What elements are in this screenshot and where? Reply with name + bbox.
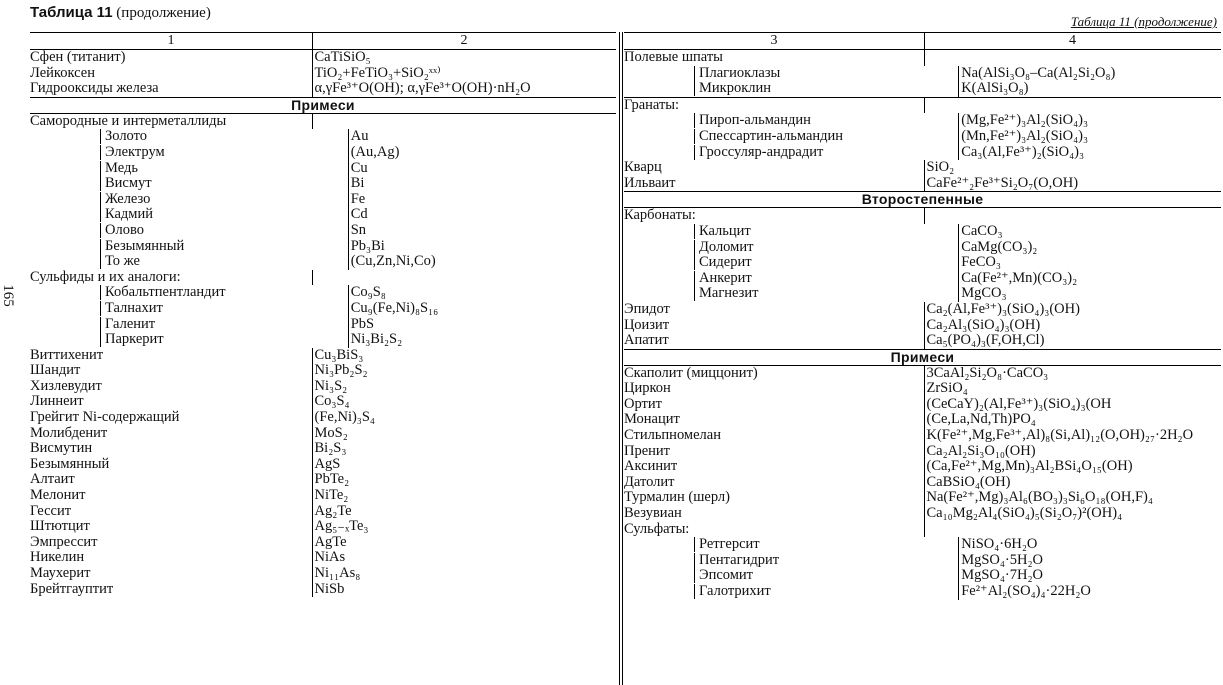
mineral-name: Брейтгауптит <box>30 581 114 597</box>
table-row <box>30 472 616 488</box>
mineral-name: Грейгит Ni-содержащий <box>30 410 180 426</box>
formula-cell: Cu₉(Fe,Ni)₈S₁₆ <box>348 301 616 317</box>
table-row <box>624 318 1221 334</box>
table-row <box>30 332 616 348</box>
mineral-name-cell <box>624 444 924 460</box>
formula-cell: Cu₃BiS₃ <box>312 348 616 364</box>
table-row <box>30 81 616 97</box>
table-row <box>624 240 1221 256</box>
mineral-name-cell <box>624 522 924 538</box>
mineral-name-cell <box>624 271 958 287</box>
formula-cell: TiO₂+FeTiO₃+SiO₂ˣˣ⁾ <box>312 66 616 82</box>
table-row <box>624 444 1221 460</box>
mineral-name: Эпсомит <box>694 568 753 583</box>
section-heading: Примеси <box>624 349 1221 366</box>
column-header-row <box>30 32 616 50</box>
mineral-name: Золото <box>100 129 147 144</box>
table-row <box>30 192 616 208</box>
table-row <box>30 66 616 82</box>
table-row <box>30 488 616 504</box>
formula-cell: Ni₃S₂ <box>312 379 616 395</box>
mineral-name-cell <box>624 333 924 349</box>
mineral-name: Эмпрессит <box>30 534 98 550</box>
mineral-name: Пентагидрит <box>694 553 779 568</box>
formula-cell: Na(Fe²⁺,Mg)₃Al₆(BO₃)₃Si₆O₁₈(OH,F)₄ <box>924 490 1222 506</box>
left-table-body <box>30 50 616 597</box>
table-row <box>624 302 1221 318</box>
mineral-name-cell <box>30 223 348 239</box>
formula-cell: CaBSiO₄(OH) <box>924 475 1222 491</box>
formula-cell: Ca₂Al₂Si₃O₁₀(OH) <box>924 444 1222 460</box>
mineral-name-cell <box>30 50 312 66</box>
mineral-name: Доломит <box>694 240 753 255</box>
table-row <box>30 270 616 286</box>
formula-cell: K(Fe²⁺,Mg,Fe³⁺,Al)₈(Si,Al)₁₂(O,OH)₂₇·2H₂O <box>924 428 1222 444</box>
formula-cell: NiTe₂ <box>312 488 616 504</box>
mineral-name: Пироп-альмандин <box>694 113 811 128</box>
mineral-name-cell <box>30 66 312 82</box>
mineral-name: Гидрооксиды железа <box>30 81 159 97</box>
table-row <box>624 553 1221 569</box>
mineral-name-cell <box>30 317 348 333</box>
panel-divider <box>619 32 620 685</box>
formula-cell: AgTe <box>312 535 616 551</box>
formula-cell: (Cu,Zn,Ni,Co) <box>348 254 616 270</box>
mineral-name-cell <box>30 81 312 97</box>
formula-cell: (Mg,Fe²⁺)₃Al₂(SiO₄)₃ <box>958 113 1221 129</box>
mineral-name-cell <box>30 114 312 130</box>
right-table-body <box>624 50 1221 600</box>
mineral-name: Паркерит <box>100 332 164 347</box>
table-row <box>624 506 1221 522</box>
formula-cell: (Au,Ag) <box>348 145 616 161</box>
mineral-name-cell <box>624 160 924 176</box>
table-row <box>624 412 1221 428</box>
mineral-name-cell <box>624 366 924 382</box>
mineral-name-cell <box>30 457 312 473</box>
mineral-name-cell <box>30 566 312 582</box>
mineral-name: Гроссуляр-андрадит <box>694 145 823 160</box>
mineral-name-cell <box>30 504 312 520</box>
mineral-name-cell <box>30 519 312 535</box>
page-header-right: Таблица 11 (продолжение) <box>1070 14 1217 29</box>
mineral-name-cell <box>624 397 924 413</box>
table-row <box>30 317 616 333</box>
formula-cell: MgSO₄·5H₂O <box>958 553 1221 569</box>
table-row <box>30 301 616 317</box>
mineral-name: Никелин <box>30 550 85 566</box>
mineral-name: Галотрихит <box>694 584 771 599</box>
table-row <box>30 176 616 192</box>
table-row <box>30 129 616 145</box>
table-row <box>624 271 1221 287</box>
table-row <box>30 550 616 566</box>
mineral-name-cell <box>624 537 958 553</box>
formula-cell: (Ce,La,Nd,Th)PO₄ <box>924 412 1222 428</box>
mineral-name: Штютцит <box>30 519 90 535</box>
mineral-name: Цоизит <box>624 317 670 333</box>
mineral-name: Кадмий <box>100 207 153 222</box>
formula-cell: NiSb <box>312 582 616 598</box>
table-title-suffix: (продолжение) <box>116 5 211 21</box>
mineral-name: Циркон <box>624 381 671 397</box>
table-row <box>30 363 616 379</box>
section-heading: Примеси <box>30 97 616 114</box>
table-row <box>30 519 616 535</box>
mineral-name: Анкерит <box>694 271 752 286</box>
mineral-name: Лейкоксен <box>30 65 95 81</box>
mineral-name: Безымянный <box>100 239 184 254</box>
table-row <box>624 475 1221 491</box>
mineral-name-cell <box>624 584 958 600</box>
formula-cell: (CeCaY)₂(Al,Fe³⁺)₃(SiO₄)₃(OH <box>924 397 1222 413</box>
formula-cell: NiAs <box>312 550 616 566</box>
left-table <box>30 32 616 597</box>
column-header-4: 4 <box>924 33 1220 49</box>
mineral-name-cell <box>30 379 312 395</box>
mineral-name-cell <box>624 224 958 240</box>
formula-cell <box>924 522 1222 538</box>
mineral-name: Ортит <box>624 396 662 412</box>
mineral-name-cell <box>30 535 312 551</box>
table-row <box>30 379 616 395</box>
table-row <box>30 582 616 598</box>
formula-cell: Pb₃Bi <box>348 239 616 255</box>
formula-cell: Ni₁₁As₈ <box>312 566 616 582</box>
mineral-name-cell <box>30 410 312 426</box>
formula-cell: Bi <box>348 176 616 192</box>
mineral-name: Турмалин (шерл) <box>624 490 730 506</box>
mineral-name-cell <box>30 176 348 192</box>
formula-cell: PbS <box>348 317 616 333</box>
mineral-name: Датолит <box>624 474 675 490</box>
mineral-name: Безымянный <box>30 456 110 472</box>
mineral-name: Электрум <box>100 145 165 160</box>
mineral-name-cell <box>30 254 348 270</box>
column-header-1: 1 <box>167 33 175 48</box>
table-row <box>624 333 1221 349</box>
mineral-name-cell <box>624 506 924 522</box>
mineral-name-cell <box>30 363 312 379</box>
table-row <box>624 66 1221 82</box>
formula-cell: NiSO₄·6H₂O <box>958 537 1221 553</box>
mineral-name: Кальцит <box>694 224 751 239</box>
table-row <box>624 113 1221 129</box>
formula-cell: Na(AlSi₃O₈–Ca(Al₂Si₂O₈) <box>958 66 1221 82</box>
mineral-name-cell <box>624 145 958 161</box>
panel-divider <box>622 32 623 685</box>
table-row <box>30 441 616 457</box>
section-heading: Второстепенные <box>624 191 1221 208</box>
formula-cell: Ca₅(PO₄)₃(F,OH,Cl) <box>924 333 1222 349</box>
table-row <box>624 397 1221 413</box>
mineral-name-cell <box>30 207 348 223</box>
mineral-name-cell <box>624 459 924 475</box>
formula-cell: Ag₂Te <box>312 504 616 520</box>
formula-cell: 3CaAl₂Si₂O₈·CaCO₃ <box>924 366 1222 382</box>
mineral-name-cell <box>30 441 312 457</box>
mineral-name: Спессартин-альмандин <box>694 129 843 144</box>
mineral-name: Полевые шпаты <box>624 50 723 65</box>
table-row <box>30 223 616 239</box>
mineral-name-cell <box>624 81 958 97</box>
formula-cell: Ca(Fe²⁺,Mn)(CO₃)₂ <box>958 271 1221 287</box>
mineral-name-cell <box>30 129 348 145</box>
mineral-name-cell <box>624 240 958 256</box>
mineral-name-cell <box>30 161 348 177</box>
mineral-name: Молибденит <box>30 425 108 441</box>
formula-cell <box>312 270 616 286</box>
mineral-name-cell <box>624 50 924 66</box>
formula-cell: Ni₃Pb₂S₂ <box>312 363 616 379</box>
table-row <box>30 566 616 582</box>
table-row <box>30 457 616 473</box>
table-row <box>624 208 1221 224</box>
table-row <box>30 161 616 177</box>
mineral-name: Маухерит <box>30 566 91 581</box>
mineral-name-cell <box>624 208 924 224</box>
formula-cell: CaCO₃ <box>958 224 1221 240</box>
mineral-name: Микроклин <box>694 81 771 96</box>
mineral-name-cell <box>624 475 924 491</box>
mineral-name: Скаполит (миццонит) <box>624 365 758 381</box>
table-row <box>624 568 1221 584</box>
column-header-2: 2 <box>312 33 615 49</box>
table-row <box>30 410 616 426</box>
table-row <box>624 81 1221 98</box>
formula-cell: CaFe²⁺₂Fe³⁺Si₂O₇(O,OH) <box>924 176 1222 192</box>
table-row <box>624 381 1221 397</box>
formula-cell: MgCO₃ <box>958 286 1221 302</box>
mineral-name: Самородные и интерметаллиды <box>30 113 227 129</box>
formula-cell <box>924 50 1222 66</box>
table-row <box>624 98 1221 114</box>
formula-cell: α,γFe³⁺O(OH); α,γFe³⁺O(OH)·nH₂O <box>312 81 616 97</box>
table-row <box>624 286 1221 302</box>
mineral-name: Пренит <box>624 443 671 459</box>
mineral-name-cell <box>30 472 312 488</box>
mineral-name-cell <box>624 412 924 428</box>
mineral-name-cell <box>30 332 348 348</box>
table-row <box>30 50 616 66</box>
mineral-name-cell <box>624 318 924 334</box>
table-row <box>624 428 1221 444</box>
mineral-name-cell <box>30 301 348 317</box>
formula-cell: K(AlSi₃O₈) <box>958 81 1221 97</box>
mineral-name-cell <box>30 348 312 364</box>
formula-cell: SiO₂ <box>924 160 1222 176</box>
mineral-name: Ретгерсит <box>694 537 760 552</box>
table-row <box>624 145 1221 161</box>
formula-cell: (Fe,Ni)₃S₄ <box>312 410 616 426</box>
mineral-name: Олово <box>100 223 144 238</box>
mineral-name-cell <box>624 66 958 82</box>
formula-cell: Sn <box>348 223 616 239</box>
formula-cell: Fe <box>348 192 616 208</box>
mineral-name: Сульфаты: <box>624 521 690 537</box>
table-row <box>624 160 1221 176</box>
table-row <box>624 224 1221 240</box>
table-row <box>624 50 1221 66</box>
mineral-name: Кварц <box>624 160 662 176</box>
table-row <box>624 537 1221 553</box>
formula-cell: PbTe₂ <box>312 472 616 488</box>
mineral-name-cell <box>30 394 312 410</box>
formula-cell: FeCO₃ <box>958 255 1221 271</box>
mineral-name: Стильпномелан <box>624 428 721 444</box>
formula-cell: Ca₂(Al,Fe³⁺)₃(SiO₄)₃(OH) <box>924 302 1222 318</box>
mineral-name: Апатит <box>624 333 669 349</box>
mineral-name: Линнеит <box>30 394 84 410</box>
mineral-name: Висмутин <box>30 441 93 457</box>
mineral-name-cell <box>624 286 958 302</box>
formula-cell: CaMg(CO₃)₂ <box>958 240 1221 256</box>
table-row <box>30 254 616 270</box>
mineral-name-cell <box>624 255 958 271</box>
mineral-name: Аксинит <box>624 459 678 475</box>
mineral-name-cell <box>30 285 348 301</box>
mineral-name-cell <box>624 176 924 192</box>
column-header-row <box>624 32 1221 50</box>
page-header-left <box>30 4 211 22</box>
table-row <box>624 584 1221 600</box>
page-number: 165 <box>0 284 16 307</box>
mineral-name-cell <box>624 553 958 569</box>
formula-cell: Fe²⁺Al₂(SO₄)₄·22H₂O <box>958 584 1221 600</box>
formula-cell <box>924 98 1222 114</box>
table-row <box>30 426 616 442</box>
mineral-name: Виттихенит <box>30 347 104 363</box>
mineral-name: Эпидот <box>624 301 670 317</box>
formula-cell: MgSO₄·7H₂O <box>958 568 1221 584</box>
mineral-name: Карбонаты: <box>624 208 696 224</box>
table-row <box>30 348 616 364</box>
mineral-name: То же <box>100 254 140 269</box>
mineral-name-cell <box>30 192 348 208</box>
table-row <box>624 129 1221 145</box>
mineral-name-cell <box>30 550 312 566</box>
mineral-name-cell <box>30 426 312 442</box>
mineral-name-cell <box>624 98 924 114</box>
mineral-name: Магнезит <box>694 286 758 301</box>
mineral-name: Гранаты: <box>624 97 680 113</box>
table-row <box>624 255 1221 271</box>
formula-cell: Co₉S₈ <box>348 285 616 301</box>
table-row <box>624 459 1221 475</box>
formula-cell: (Ca,Fe²⁺,Mg,Mn)₃Al₂BSi₄O₁₅(OH) <box>924 459 1222 475</box>
formula-cell: MoS₂ <box>312 426 616 442</box>
mineral-name-cell <box>624 490 924 506</box>
formula-cell: Ag₅₋ₓTe₃ <box>312 519 616 535</box>
mineral-name: Хизлевудит <box>30 378 102 394</box>
mineral-name-cell <box>624 381 924 397</box>
mineral-name: Плагиоклазы <box>694 66 780 81</box>
mineral-name: Монацит <box>624 412 680 428</box>
mineral-name: Галенит <box>100 317 155 332</box>
mineral-name-cell <box>30 488 312 504</box>
mineral-name: Ильваит <box>624 175 676 191</box>
table-row <box>30 145 616 161</box>
mineral-name: Мелонит <box>30 488 86 504</box>
mineral-name: Сидерит <box>694 255 752 270</box>
mineral-name-cell <box>30 239 348 255</box>
formula-cell <box>312 114 616 130</box>
table-row <box>30 239 616 255</box>
formula-cell: Ca₂Al₃(SiO₄)₃(OH) <box>924 318 1222 334</box>
formula-cell: Ca₃(Al,Fe³⁺)₂(SiO₄)₃ <box>958 145 1221 161</box>
mineral-name: Гессит <box>30 503 72 519</box>
formula-cell: (Mn,Fe²⁺)₃Al₂(SiO₄)₃ <box>958 129 1221 145</box>
mineral-name: Железо <box>100 192 150 207</box>
mineral-name: Везувиан <box>624 506 682 522</box>
formula-cell: Ca₁₀Mg₂Al₄(SiO₄)₅(Si₂O₇)²(OH)₄ <box>924 506 1222 522</box>
table-row <box>30 394 616 410</box>
table-row <box>30 114 616 130</box>
formula-cell: CaTiSiO₅ <box>312 50 616 66</box>
mineral-name-cell <box>624 113 958 129</box>
formula-cell: Ni₃Bi₂S₂ <box>348 332 616 348</box>
table-title: Таблица 11 <box>30 4 113 21</box>
mineral-name: Талнахит <box>100 301 163 316</box>
mineral-name-cell <box>624 568 958 584</box>
formula-cell: Cd <box>348 207 616 223</box>
mineral-name-cell <box>624 129 958 145</box>
table-row <box>30 504 616 520</box>
formula-cell: Cu <box>348 161 616 177</box>
mineral-name-cell <box>624 302 924 318</box>
formula-cell: AgS <box>312 457 616 473</box>
mineral-name: Алтаит <box>30 472 75 488</box>
mineral-name: Висмут <box>100 176 152 191</box>
mineral-name: Шандит <box>30 363 81 379</box>
right-table <box>624 32 1221 600</box>
table-row <box>624 366 1221 382</box>
table-row <box>30 285 616 301</box>
mineral-name-cell <box>30 582 312 598</box>
column-header-3: 3 <box>770 33 778 48</box>
formula-cell: Bi₂S₃ <box>312 441 616 457</box>
mineral-name-cell <box>30 270 312 286</box>
table-row <box>624 490 1221 506</box>
table-row <box>30 207 616 223</box>
mineral-name: Сульфиды и их аналоги: <box>30 269 181 285</box>
table-row <box>624 522 1221 538</box>
formula-cell: ZrSiO₄ <box>924 381 1222 397</box>
formula-cell: Au <box>348 129 616 145</box>
formula-cell: Co₃S₄ <box>312 394 616 410</box>
mineral-name: Сфен (титанит) <box>30 50 126 65</box>
mineral-name-cell <box>30 145 348 161</box>
mineral-name: Медь <box>100 161 138 176</box>
mineral-name-cell <box>624 428 924 444</box>
formula-cell <box>924 208 1222 224</box>
table-row <box>624 176 1221 192</box>
mineral-name: Кобальтпентландит <box>100 285 226 300</box>
table-row <box>30 535 616 551</box>
